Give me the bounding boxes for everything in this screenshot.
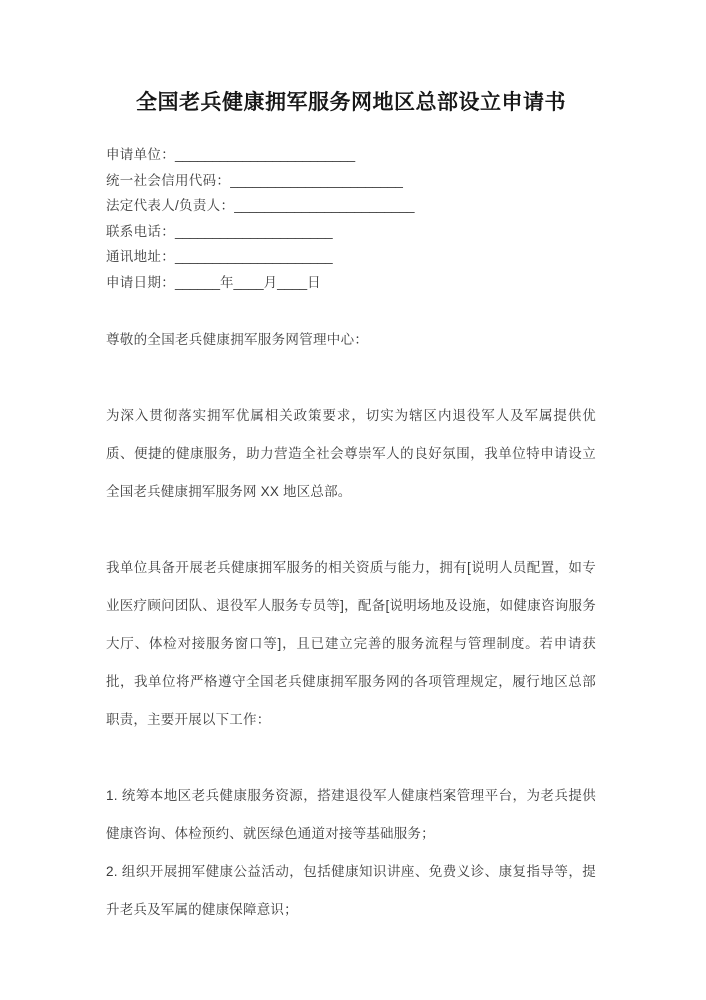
work-item-2: 2. 组织开展拥军健康公益活动，包括健康知识讲座、免费义诊、康复指导等，提升老兵及军属的健康保障意识； [106, 864, 596, 918]
field-application-date [106, 270, 596, 296]
field-label-credit-code: 统一社会信用代码： [106, 172, 231, 188]
blank-line-mailing-address: _____________________ [175, 249, 333, 265]
field-contact-phone [106, 219, 596, 245]
field-label-applicant-unit: 申请单位： [106, 147, 175, 163]
blank-line-contact-phone: _____________________ [175, 223, 333, 239]
applicant-info-fields [106, 142, 596, 295]
intro-paragraph: 为深入贯彻落实拥军优属相关政策要求，切实为辖区内退役军人及军属提供优质、便捷的健康服务，助力营造全社会尊崇军人的良好氛围，我单位特申请设立全国老兵健康拥军服务网 XX 地区总部。 [106, 408, 596, 500]
blank-line-application-date: ______年____月____日 [175, 274, 321, 290]
field-label-legal-representative: 法定代表人/负责人： [106, 198, 235, 214]
document-title: 全国老兵健康拥军服务网地区总部设立申请书 [136, 91, 566, 114]
field-credit-code [106, 168, 596, 194]
salutation-line: 尊敬的全国老兵健康拥军服务网管理中心： [106, 332, 369, 348]
field-applicant-unit [106, 142, 596, 168]
field-label-mailing-address: 通讯地址： [106, 249, 175, 265]
work-item-1: 1. 统筹本地区老兵健康服务资源，搭建退役军人健康档案管理平台，为老兵提供健康咨询、体检预约、就医绿色通道对接等基础服务； [106, 788, 596, 842]
blank-line-applicant-unit: ________________________ [175, 147, 356, 163]
blank-line-credit-code: _______________________ [230, 172, 403, 188]
field-label-application-date: 申请日期： [106, 274, 175, 290]
field-mailing-address [106, 244, 596, 270]
field-label-contact-phone: 联系电话： [106, 223, 175, 239]
blank-line-legal-representative: ________________________ [234, 198, 415, 214]
field-legal-representative [106, 193, 596, 219]
qualification-paragraph: 我单位具备开展老兵健康拥军服务的相关资质与能力，拥有[说明人员配置，如专业医疗顾问团队、退役军人服务专员等]，配备[说明场地及设施，如健康咨询服务大厅、体检对接服务窗口等]，且已建立完善的服务流程与管理制度。若申请获批，我单位将严格遵守全国老兵健康拥军服务网的各项管理规定，履行地区总部职责，主要开展以下工作： [106, 560, 596, 728]
